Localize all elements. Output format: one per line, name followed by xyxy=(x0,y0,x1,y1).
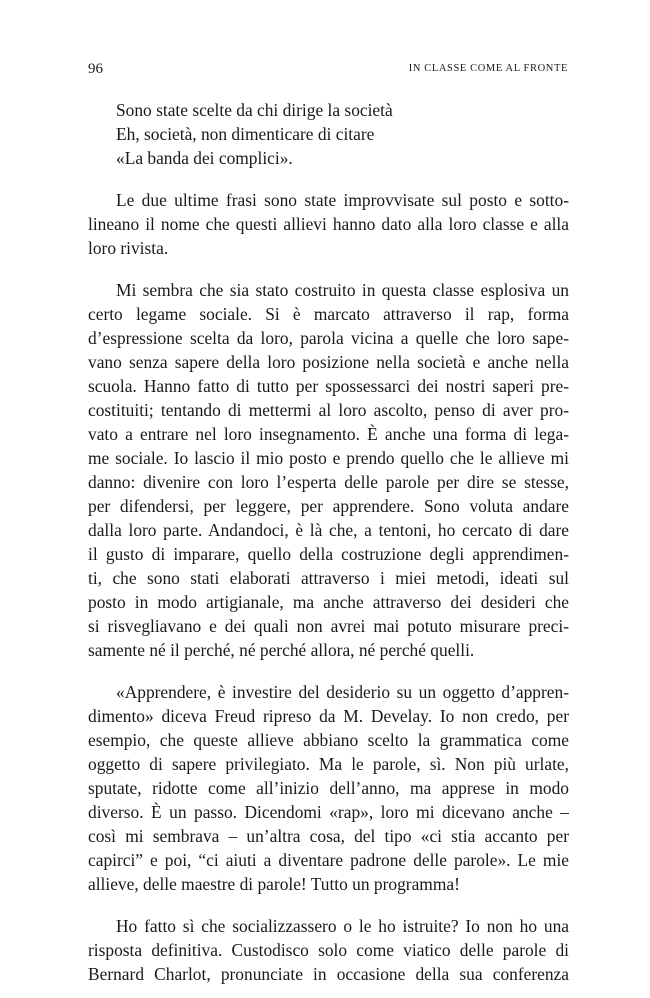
text-line: oggetto di sapere privilegiato. Ma le parole, sì. Non più urlate, xyxy=(88,754,569,774)
text-line: il gusto di imparare, quello della costruzione degli apprendimen- xyxy=(88,544,569,564)
paragraph xyxy=(88,914,569,986)
body-text xyxy=(88,98,569,986)
text-line: danno: divenire con loro l’esperta delle parole per dire se stesse, xyxy=(88,472,569,492)
text-line: posto in modo artigianale, ma anche attraverso dei desideri che xyxy=(88,592,569,612)
text-line: dalla loro parte. Andandoci, è là che, a tentoni, ho cercato di dare xyxy=(88,520,569,540)
text-line: certo legame sociale. Si è marcato attraverso il rap, forma xyxy=(88,304,569,324)
text-line: dimento» diceva Freud ripreso da M. Develay. Io non credo, per xyxy=(88,706,569,726)
text-line: «Apprendere, è investire del desiderio su un oggetto d’appren- xyxy=(116,682,569,702)
paragraph xyxy=(88,188,569,260)
text-line: così mi sembrava – un’altra cosa, del tipo «ci stia accanto per xyxy=(88,826,569,846)
text-line: d’espressione scelta da loro, parola vicina a quelle che loro sape- xyxy=(88,328,569,348)
text-line: «La banda dei complici». xyxy=(116,148,293,168)
text-line: me sociale. Io lascio il mio posto e prendo quello che le allieve mi xyxy=(88,448,569,468)
paragraph xyxy=(88,98,569,170)
text-line: sputate, ridotte come all’inizio dell’anno, ma apprese in modo xyxy=(88,778,569,798)
text-line: risposta definitiva. Custodisco solo come viatico delle parole di xyxy=(88,940,569,960)
text-line: capirci” e poi, “ci aiuti a diventare padrone delle parole». Le mie xyxy=(88,850,569,870)
text-line: costituiti; tentando di mettermi al loro ascolto, penso di aver pro- xyxy=(88,400,569,420)
text-line: si risvegliavano e dei quali non avrei mai potuto misurare preci- xyxy=(88,616,569,636)
text-line: loro rivista. xyxy=(88,238,169,258)
paragraph xyxy=(88,278,569,662)
running-head: IN CLASSE COME AL FRONTE xyxy=(408,63,568,74)
text-line: Eh, società, non dimenticare di citare xyxy=(116,124,375,144)
text-line: Mi sembra che sia stato costruito in questa classe esplosiva un xyxy=(116,280,569,300)
text-line: Sono state scelte da chi dirige la società xyxy=(116,100,393,120)
text-line: allieve, delle maestre di parole! Tutto un programma! xyxy=(88,874,460,894)
text-line: diverso. È un passo. Dicendomi «rap», loro mi dicevano anche – xyxy=(88,802,569,822)
text-line: vato a entrare nel loro insegnamento. È anche una forma di lega- xyxy=(88,424,569,444)
text-line: Ho fatto sì che socializzassero o le ho istruite? Io non ho una xyxy=(116,916,569,936)
text-line: ti, che sono stati elaborati attraverso i miei metodi, ideati sul xyxy=(88,568,569,588)
text-line: samente né il perché, né perché allora, né perché quelli. xyxy=(88,640,475,660)
page-header xyxy=(88,61,568,81)
text-line: Bernard Charlot, pronunciate in occasione della sua conferenza xyxy=(88,964,569,984)
text-line: esempio, che queste allieve abbiano scelto la grammatica come xyxy=(88,730,569,750)
text-line: Le due ultime frasi sono state improvvisate sul posto e sotto- xyxy=(116,190,569,210)
text-line: lineano il nome che questi allievi hanno dato alla loro classe e alla xyxy=(88,214,569,234)
paragraph xyxy=(88,680,569,896)
text-line: per difendersi, per leggere, per apprendere. Sono voluta andare xyxy=(88,496,569,516)
text-line: vano senza sapere della loro posizione nella società e anche nella xyxy=(88,352,569,372)
page-number: 96 xyxy=(88,61,103,77)
text-line: scuola. Hanno fatto di tutto per spossessarci dei nostri saperi pre- xyxy=(88,376,569,396)
